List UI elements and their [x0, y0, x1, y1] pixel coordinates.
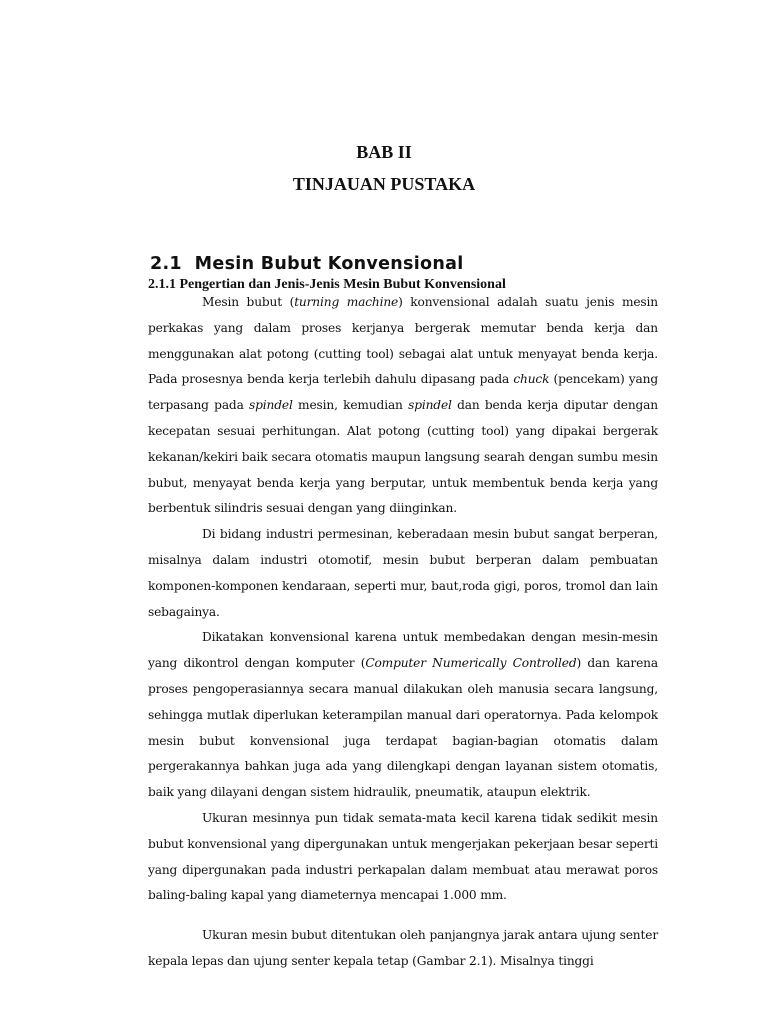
- italic-term: spindel: [408, 398, 452, 413]
- italic-term: Computer Numerically Controlled: [365, 656, 577, 671]
- section-heading: 2.1 Mesin Bubut Konvensional: [150, 254, 464, 274]
- chapter-number: BAB II: [356, 142, 412, 162]
- paragraph-text: ) dan karena proses pengoperasiannya secara manual dilakukan oleh manusia secara langsung, sehingga mutlak diperlukan keterampilan manual dari operatornya. Pada kelompok mesin bubut konvensional juga terdapat bagian-bagian otomatis dalam pergerakannya bahkan juga ada yang dilengkapi dengan layanan sistem otomatis, baik yang dilayani dengan sistem hidraulik, pneumatik, ataupun elektrik.: [148, 656, 658, 800]
- paragraph-3: [148, 625, 658, 806]
- paragraph-text: Mesin bubut (: [202, 295, 295, 309]
- body-text: [148, 290, 658, 975]
- chapter-title: TINJAUAN PUSTAKA: [292, 174, 476, 194]
- paragraph-text: (pencekam) yang terpasang pada: [148, 372, 658, 413]
- paragraph-text: dan benda kerja diputar dengan kecepatan sesuai perhitungan. Alat potong (cutting tool) yang dipakai bergerak kekanan/kekiri baik secara otomatis maupun langsung searah dengan sumbu mesin bubut, menyayat benda kerja yang berputar, untuk membentuk benda kerja yang berbentuk silindris sesuai dengan yang diinginkan.: [148, 398, 658, 516]
- paragraph-5: Ukuran mesin bubut ditentukan oleh panjangnya jarak antara ujung senter kepala lepas dan ujung senter kepala tetap (Gambar 2.1). Misalnya tinggi: [148, 928, 658, 968]
- paragraph-text: Dikatakan konvensional karena untuk membedakan dengan mesin-mesin yang dikontrol dengan komputer (: [148, 630, 658, 671]
- subsection-heading: 2.1.1 Pengertian dan Jenis-Jenis Mesin Bubut Konvensional: [148, 277, 506, 292]
- paragraph-2: Di bidang industri permesinan, keberadaan mesin bubut sangat berperan, misalnya dalam industri otomotif, mesin bubut berperan dalam pembuatan komponen-komponen kendaraan, seperti mur, baut,roda gigi, poros, tromol dan lain sebagainya.: [148, 527, 658, 619]
- italic-term: chuck: [513, 372, 550, 387]
- italic-term: spindel: [249, 398, 293, 413]
- paragraph-1: [148, 290, 658, 522]
- paragraph-4: Ukuran mesinnya pun tidak semata-mata kecil karena tidak sedikit mesin bubut konvensional yang dipergunakan untuk mengerjakan pekerjaan besar seperti yang dipergunakan pada industri perkapalan dalam membuat atau merawat poros baling-baling kapal yang diameternya mencapai 1.000 mm.: [148, 810, 658, 903]
- italic-term: turning machine: [294, 295, 399, 309]
- paragraph-text: ) konvensional adalah suatu jenis mesin perkakas yang dalam proses kerjanya bergerak memutar benda kerja dan menggunakan alat potong (cutting tool) sebagai alat untuk menyayat benda kerja. Pada prosesnya benda kerja terlebih dahulu dipasang pada: [148, 295, 658, 387]
- paragraph-text: mesin, kemudian: [292, 398, 409, 413]
